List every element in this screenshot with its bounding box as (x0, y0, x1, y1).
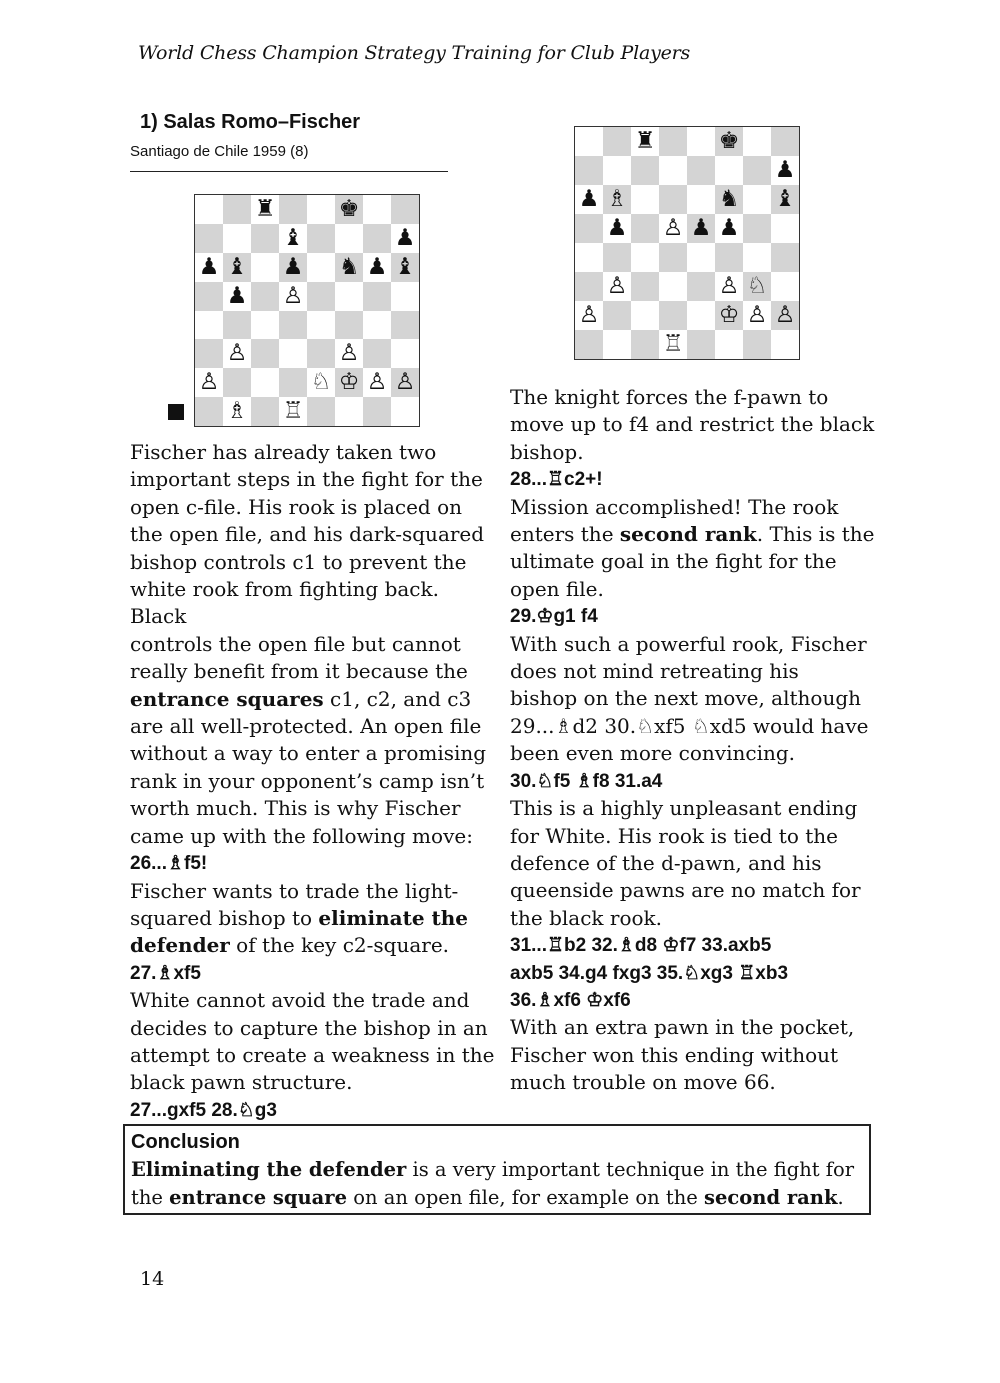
paragraph: The knight forces the f-pawn to move up to f4 and restrict the black bishop. (510, 385, 875, 464)
board-square (391, 339, 419, 368)
board-square (335, 195, 363, 224)
board-square (279, 368, 307, 397)
board-square (603, 243, 631, 272)
white-pawn-icon: ♙ (366, 369, 388, 396)
board-square (771, 156, 799, 185)
chess-diagram-after (574, 126, 800, 360)
board-square (307, 339, 335, 368)
paragraph: With an extra pawn in the pocket, Fischer won this ending without much trouble on move 66. (510, 1015, 855, 1095)
board-square (715, 127, 743, 156)
move-notation: 27...gxf5 28.♘g3 (130, 1099, 277, 1121)
black-pawn-icon: ♟ (690, 215, 712, 241)
board-square (223, 253, 251, 282)
board-square (307, 311, 335, 340)
board-square (223, 368, 251, 397)
paragraph: White cannot avoid the trade and decides to capture the bishop in an attempt to create a weakness in the black pawn structure. (130, 988, 495, 1095)
board-square (335, 311, 363, 340)
white-pawn-icon: ♙ (746, 302, 768, 328)
board-square (659, 301, 687, 330)
board-square (195, 339, 223, 368)
white-rook-icon: ♖ (282, 398, 304, 425)
black-bishop-icon: ♝ (394, 253, 416, 280)
move-notation: 26...♗f5! (130, 853, 208, 875)
white-king-icon: ♔ (338, 369, 360, 396)
board-square (391, 282, 419, 311)
board-square (659, 214, 687, 243)
board-square (603, 330, 631, 359)
black-pawn-icon: ♟ (394, 224, 416, 251)
black-pawn-icon: ♟ (226, 282, 248, 309)
board-square (279, 253, 307, 282)
board-square (223, 282, 251, 311)
white-bishop-icon: ♗ (226, 398, 248, 425)
white-knight-icon: ♘ (746, 273, 768, 299)
board-square (575, 301, 603, 330)
board-square (363, 368, 391, 397)
black-rook-icon: ♜ (634, 128, 656, 154)
conclusion-title: Conclusion (131, 1131, 240, 1153)
white-bishop-icon: ♗ (606, 186, 628, 212)
running-head: World Chess Champion Strategy Training for Club Players (138, 42, 691, 64)
board-square (251, 397, 279, 426)
board-square (195, 368, 223, 397)
board-square (335, 368, 363, 397)
white-pawn-icon: ♙ (226, 340, 248, 367)
board-square (743, 272, 771, 301)
board-square (307, 282, 335, 311)
board-square (335, 397, 363, 426)
board-square (687, 243, 715, 272)
board-square (575, 185, 603, 214)
board-square (363, 339, 391, 368)
board-square (391, 311, 419, 340)
paragraph: Fischer has already taken two important steps in the fight for the open c-file. His rook is placed on the open file, and his dark-squared bishop controls c1 to prevent the white rook from fighting back. Black controls the open file but cannot really benefit from it because the entrance squares c1, c2, and c3 are all well-protected. An open file without a way to enter a promising rank in your opponent’s camp isn’t worth much. This is why Fischer came up with the following move: (130, 440, 487, 848)
move-notation: 29.♔g1 f4 (510, 606, 598, 628)
board-square (363, 311, 391, 340)
board-square (743, 156, 771, 185)
page-number: 14 (140, 1268, 165, 1290)
black-pawn-icon: ♟ (718, 215, 740, 241)
white-pawn-icon: ♙ (198, 369, 220, 396)
chess-diagram-start (194, 194, 420, 427)
black-bishop-icon: ♝ (774, 186, 796, 212)
black-knight-icon: ♞ (718, 186, 740, 212)
board-square (575, 214, 603, 243)
paragraph: Mission accomplished! The rook enters the second rank. This is the ultimate goal in the fight for the open file. (510, 494, 875, 601)
black-pawn-icon: ♟ (282, 253, 304, 280)
black-pawn-icon: ♟ (366, 253, 388, 280)
board-square (715, 330, 743, 359)
board-square (195, 253, 223, 282)
board-square (771, 127, 799, 156)
board-square (631, 272, 659, 301)
white-pawn-icon: ♙ (718, 273, 740, 299)
board-square (771, 301, 799, 330)
board-square (715, 272, 743, 301)
board-square (687, 185, 715, 214)
board-square (603, 156, 631, 185)
board-square (687, 330, 715, 359)
black-king-icon: ♚ (338, 195, 360, 222)
board-square (743, 301, 771, 330)
white-pawn-icon: ♙ (578, 302, 600, 328)
board-square (743, 330, 771, 359)
board-square (603, 272, 631, 301)
board-square (251, 224, 279, 253)
black-bishop-icon: ♝ (282, 224, 304, 251)
board-square (223, 311, 251, 340)
board-square (631, 156, 659, 185)
board-square (631, 243, 659, 272)
board-square (279, 311, 307, 340)
board-square (603, 301, 631, 330)
board-square (659, 243, 687, 272)
board-square (687, 127, 715, 156)
board-square (391, 253, 419, 282)
game-title: 1) Salas Romo–Fischer (140, 111, 361, 133)
board-square (195, 282, 223, 311)
white-pawn-icon: ♙ (338, 340, 360, 367)
board-square (223, 224, 251, 253)
board-square (251, 195, 279, 224)
board-square (279, 282, 307, 311)
board-square (575, 156, 603, 185)
white-king-icon: ♔ (718, 302, 740, 328)
board-square (743, 214, 771, 243)
board-square (631, 127, 659, 156)
board-square (363, 282, 391, 311)
board-square (251, 368, 279, 397)
white-pawn-icon: ♙ (394, 369, 416, 396)
board-square (195, 397, 223, 426)
board-square (715, 243, 743, 272)
board-square (687, 272, 715, 301)
board-square (251, 282, 279, 311)
board-square (771, 214, 799, 243)
board-square (743, 243, 771, 272)
paragraph: With such a powerful rook, Fischer does not mind retreating his bishop on the next move, although 29...♗d2 30.♘xf5 ♘xd5 would have been even more convincing. (510, 631, 869, 766)
black-pawn-icon: ♟ (606, 215, 628, 241)
board-square (223, 195, 251, 224)
board-square (687, 156, 715, 185)
board-square (575, 243, 603, 272)
black-knight-icon: ♞ (338, 253, 360, 280)
board-square (715, 156, 743, 185)
board-square (363, 253, 391, 282)
board-square (279, 397, 307, 426)
left-column (130, 439, 495, 1124)
board-square (307, 253, 335, 282)
board-square (743, 127, 771, 156)
conclusion-box (123, 1124, 871, 1215)
paragraph: This is a highly unpleasant ending for White. His rook is tied to the defence of the d-pawn, and his queenside pawns are no match for the black rook. (510, 796, 861, 930)
white-rook-icon: ♖ (662, 331, 684, 357)
black-to-move-marker (168, 404, 184, 420)
board-square (279, 224, 307, 253)
board-square (251, 311, 279, 340)
paragraph: Fischer wants to trade the light- squared bishop to eliminate the defender of the key c2-square. (130, 878, 469, 958)
board-square (251, 253, 279, 282)
board-square (307, 224, 335, 253)
board-square (279, 339, 307, 368)
board-square (575, 272, 603, 301)
board-square (687, 301, 715, 330)
board-square (743, 185, 771, 214)
title-rule (130, 171, 448, 172)
board-square (771, 185, 799, 214)
board-square (335, 282, 363, 311)
game-info: Santiago de Chile 1959 (8) (130, 143, 309, 160)
board-square (715, 214, 743, 243)
board-square (391, 397, 419, 426)
board-square (223, 339, 251, 368)
board-square (307, 368, 335, 397)
white-pawn-icon: ♙ (662, 215, 684, 241)
black-pawn-icon: ♟ (578, 186, 600, 212)
board-square (575, 127, 603, 156)
board-square (195, 224, 223, 253)
board-square (335, 339, 363, 368)
move-notation: 27.♗xf5 (130, 962, 201, 984)
board-square (659, 127, 687, 156)
board-square (631, 185, 659, 214)
board-square (335, 253, 363, 282)
board-square (279, 195, 307, 224)
board-square (659, 272, 687, 301)
board-square (575, 330, 603, 359)
board-square (659, 330, 687, 359)
board-square (195, 311, 223, 340)
board-square (223, 397, 251, 426)
black-pawn-icon: ♟ (774, 157, 796, 183)
board-square (363, 224, 391, 253)
board-square (659, 185, 687, 214)
black-pawn-icon: ♟ (198, 253, 220, 280)
black-bishop-icon: ♝ (226, 253, 248, 280)
black-king-icon: ♚ (718, 128, 740, 154)
move-notation: 31...♖b2 32.♗d8 ♔f7 33.axb5 axb5 34.g4 fxg3 35.♘xg3 ♖xb3 36.♗xf6 ♔xf6 (510, 935, 789, 1011)
white-knight-icon: ♘ (310, 369, 332, 396)
board-square (631, 330, 659, 359)
board-square (631, 301, 659, 330)
board-square (363, 397, 391, 426)
white-pawn-icon: ♙ (774, 302, 796, 328)
board-square (631, 214, 659, 243)
board-square (391, 195, 419, 224)
move-notation: 28...♖c2+! (510, 469, 603, 491)
board-square (771, 272, 799, 301)
board-square (391, 368, 419, 397)
board-square (307, 195, 335, 224)
board-square (603, 127, 631, 156)
black-rook-icon: ♜ (254, 195, 276, 222)
board-square (391, 224, 419, 253)
white-pawn-icon: ♙ (282, 282, 304, 309)
board-square (251, 339, 279, 368)
board-square (715, 301, 743, 330)
board-square (603, 214, 631, 243)
board-square (715, 185, 743, 214)
board-square (771, 330, 799, 359)
board-square (195, 195, 223, 224)
white-pawn-icon: ♙ (606, 273, 628, 299)
right-column (510, 384, 880, 1097)
board-square (363, 195, 391, 224)
board-square (335, 224, 363, 253)
board-square (307, 397, 335, 426)
board-square (603, 185, 631, 214)
conclusion-text: Eliminating the defender is a very important technique in the fight for the entrance square on an open file, for example on the second rank. (131, 1158, 855, 1209)
board-square (659, 156, 687, 185)
board-square (687, 214, 715, 243)
move-notation: 30.♘f5 ♗f8 31.a4 (510, 770, 663, 792)
board-square (771, 243, 799, 272)
